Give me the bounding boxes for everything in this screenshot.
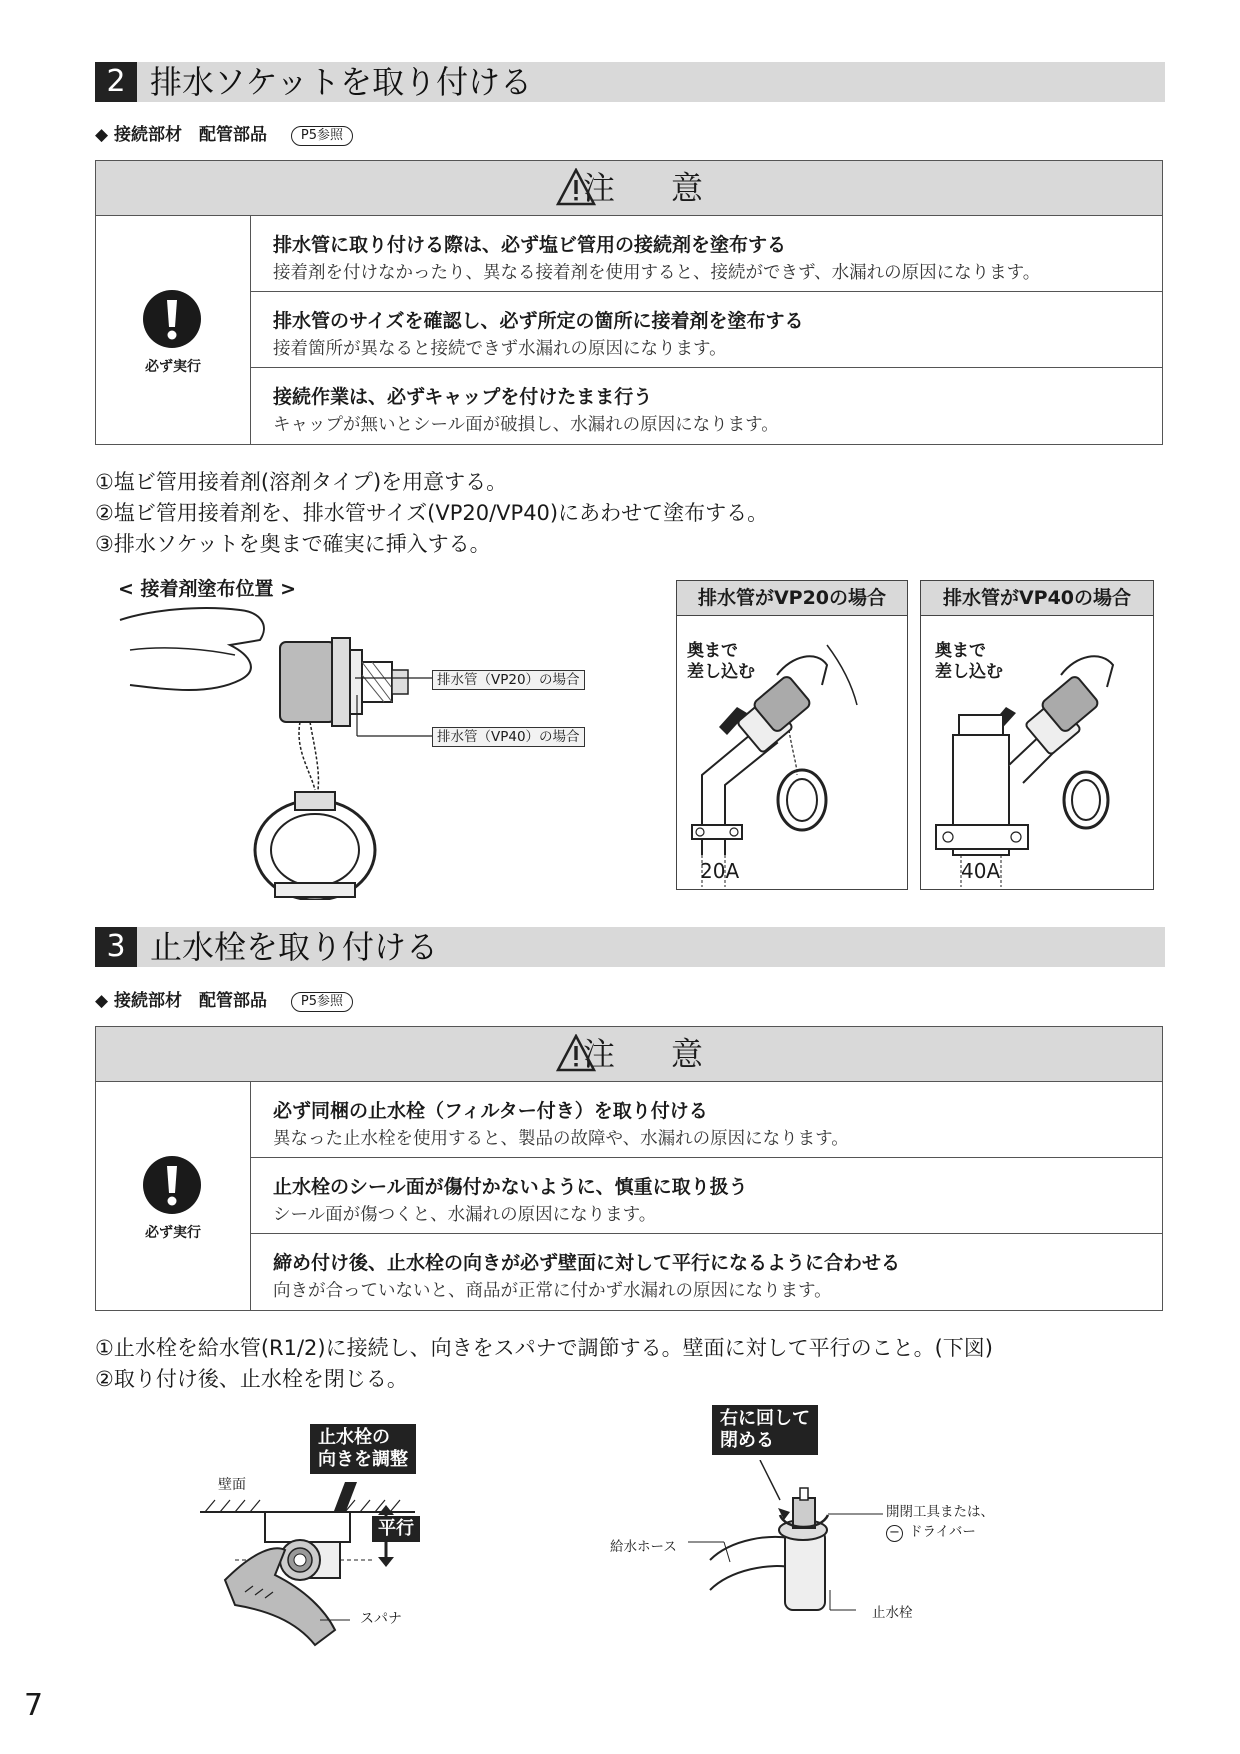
hose-label: 給水ホース xyxy=(610,1539,677,1555)
caution-row-heading: 止水栓のシール面が傷付かないように、慎重に取り扱う xyxy=(273,1176,748,1198)
warning-triangle-icon xyxy=(556,168,596,206)
tag-line: 止水栓の xyxy=(318,1427,390,1448)
step-text: ②取り付け後、止水栓を閉じる。 xyxy=(95,1367,408,1391)
section-2-header xyxy=(95,62,1165,102)
minus-circle-icon: − xyxy=(886,1525,903,1542)
turn-right-tag xyxy=(712,1405,818,1455)
section-title: 排水ソケットを取り付ける xyxy=(150,63,533,101)
section-title: 止水栓を取り付ける xyxy=(150,928,439,966)
adjust-direction-tag xyxy=(310,1424,416,1474)
section-number: 2 xyxy=(95,62,137,102)
parts-label: ◆ 接続部材 配管部品 xyxy=(95,991,267,1011)
caution-row-heading: 排水管に取り付ける際は、必ず塩ビ管用の接続剤を塗布する xyxy=(273,234,787,256)
parts-line xyxy=(95,120,353,146)
vp40-illustration xyxy=(921,615,1153,889)
caution-title: 注 意 xyxy=(582,169,715,207)
parts-line xyxy=(95,986,353,1012)
caution-row-text: キャップが無いとシール面が破損し、水漏れの原因になります。 xyxy=(273,415,779,435)
tool-label xyxy=(886,1520,976,1542)
spanner-label: スパナ xyxy=(360,1611,402,1627)
section-3-header xyxy=(95,927,1165,967)
step-text: ③排水ソケットを奥まで確実に挿入する。 xyxy=(95,532,491,556)
caution-row xyxy=(251,292,1162,368)
figure-title: < 接着剤塗布位置 > xyxy=(118,578,297,600)
caution-row-text: 接着箇所が異なると接続できず水漏れの原因になります。 xyxy=(273,339,727,359)
valve-label: 止水栓 xyxy=(872,1605,913,1621)
mandatory-cell xyxy=(96,216,251,444)
caution-row xyxy=(251,368,1162,444)
page-reference: P5参照 xyxy=(291,992,353,1012)
tool-label: 開閉工具または、 xyxy=(886,1504,994,1520)
caution-row-heading: 必ず同梱の止水栓（フィルター付き）を取り付ける xyxy=(273,1100,708,1122)
panel-title: 排水管がVP20の場合 xyxy=(677,581,907,616)
page-reference: P5参照 xyxy=(291,126,353,146)
caution-row-heading: 排水管のサイズを確認し、必ず所定の箇所に接着剤を塗布する xyxy=(273,310,804,332)
label-vp40: 排水管（VP40）の場合 xyxy=(432,727,585,747)
step-text: ①止水栓を給水管(R1/2)に接続し、向きをスパナで調節する。壁面に対して平行のこと。(下図) xyxy=(95,1336,993,1360)
parts-label: ◆ 接続部材 配管部品 xyxy=(95,125,267,145)
caution-row-heading: 接続作業は、必ずキャップを付けたまま行う xyxy=(273,386,653,408)
caution-row-heading: 締め付け後、止水栓の向きが必ず壁面に対して平行になるように合わせる xyxy=(273,1252,901,1274)
warning-triangle-icon xyxy=(556,1034,596,1072)
caution-row xyxy=(251,1082,1162,1158)
caution-row xyxy=(251,216,1162,292)
caution-row xyxy=(251,1234,1162,1310)
panel-vp40 xyxy=(920,580,1154,890)
tag-line: 向きを調整 xyxy=(318,1449,408,1470)
mandatory-exclamation-icon xyxy=(142,289,202,349)
vp20-illustration xyxy=(677,615,907,889)
label-vp20: 排水管（VP20）の場合 xyxy=(432,670,585,690)
mandatory-label: 必ず実行 xyxy=(145,359,201,375)
valve-leader-lines xyxy=(688,1510,888,1616)
adhesive-position-illustration xyxy=(110,600,440,900)
caution-row-text: 向きが合っていないと、商品が正常に付かず水漏れの原因になります。 xyxy=(273,1281,832,1301)
insert-note-line: 差し込む xyxy=(687,662,755,682)
tag-line: 右に回して xyxy=(720,1408,810,1429)
page-number: 7 xyxy=(24,1688,44,1723)
caution-row xyxy=(251,1158,1162,1234)
step-text: ②塩ビ管用接着剤を、排水管サイズ(VP20/VP40)にあわせて塗布する。 xyxy=(95,501,769,525)
insert-note-line: 奥まで xyxy=(935,641,986,661)
caution-title: 注 意 xyxy=(582,1035,715,1073)
pipe-size: 40A xyxy=(961,859,1001,883)
section-number: 3 xyxy=(95,927,137,967)
mandatory-cell xyxy=(96,1082,251,1310)
caution-row-text: シール面が傷つくと、水漏れの原因になります。 xyxy=(273,1205,657,1225)
mandatory-label: 必ず実行 xyxy=(145,1225,201,1241)
panel-vp20 xyxy=(676,580,908,890)
tool-label-text: ドライバー xyxy=(909,1524,976,1540)
insert-note-line: 差し込む xyxy=(935,662,1003,682)
wall-label: 壁面 xyxy=(218,1477,246,1493)
caution-row-text: 接着剤を付けなかったり、異なる接着剤を使用すると、接続ができず、水漏れの原因になります。 xyxy=(273,263,1041,283)
step-text: ①塩ビ管用接着剤(溶剤タイプ)を用意する。 xyxy=(95,470,508,494)
caution-header xyxy=(96,1027,1162,1082)
pipe-size: 20A xyxy=(700,859,740,883)
panel-title: 排水管がVP40の場合 xyxy=(921,581,1153,616)
insert-note-line: 奥まで xyxy=(687,641,738,661)
parallel-tag: 平行 xyxy=(372,1516,420,1542)
caution-box xyxy=(95,1026,1163,1311)
caution-header xyxy=(96,161,1162,216)
mandatory-exclamation-icon xyxy=(142,1155,202,1215)
leader-lines xyxy=(355,670,435,745)
tag-line: 閉める xyxy=(720,1430,774,1451)
caution-box xyxy=(95,160,1163,445)
caution-row-text: 異なった止水栓を使用すると、製品の故障や、水漏れの原因になります。 xyxy=(273,1129,849,1149)
